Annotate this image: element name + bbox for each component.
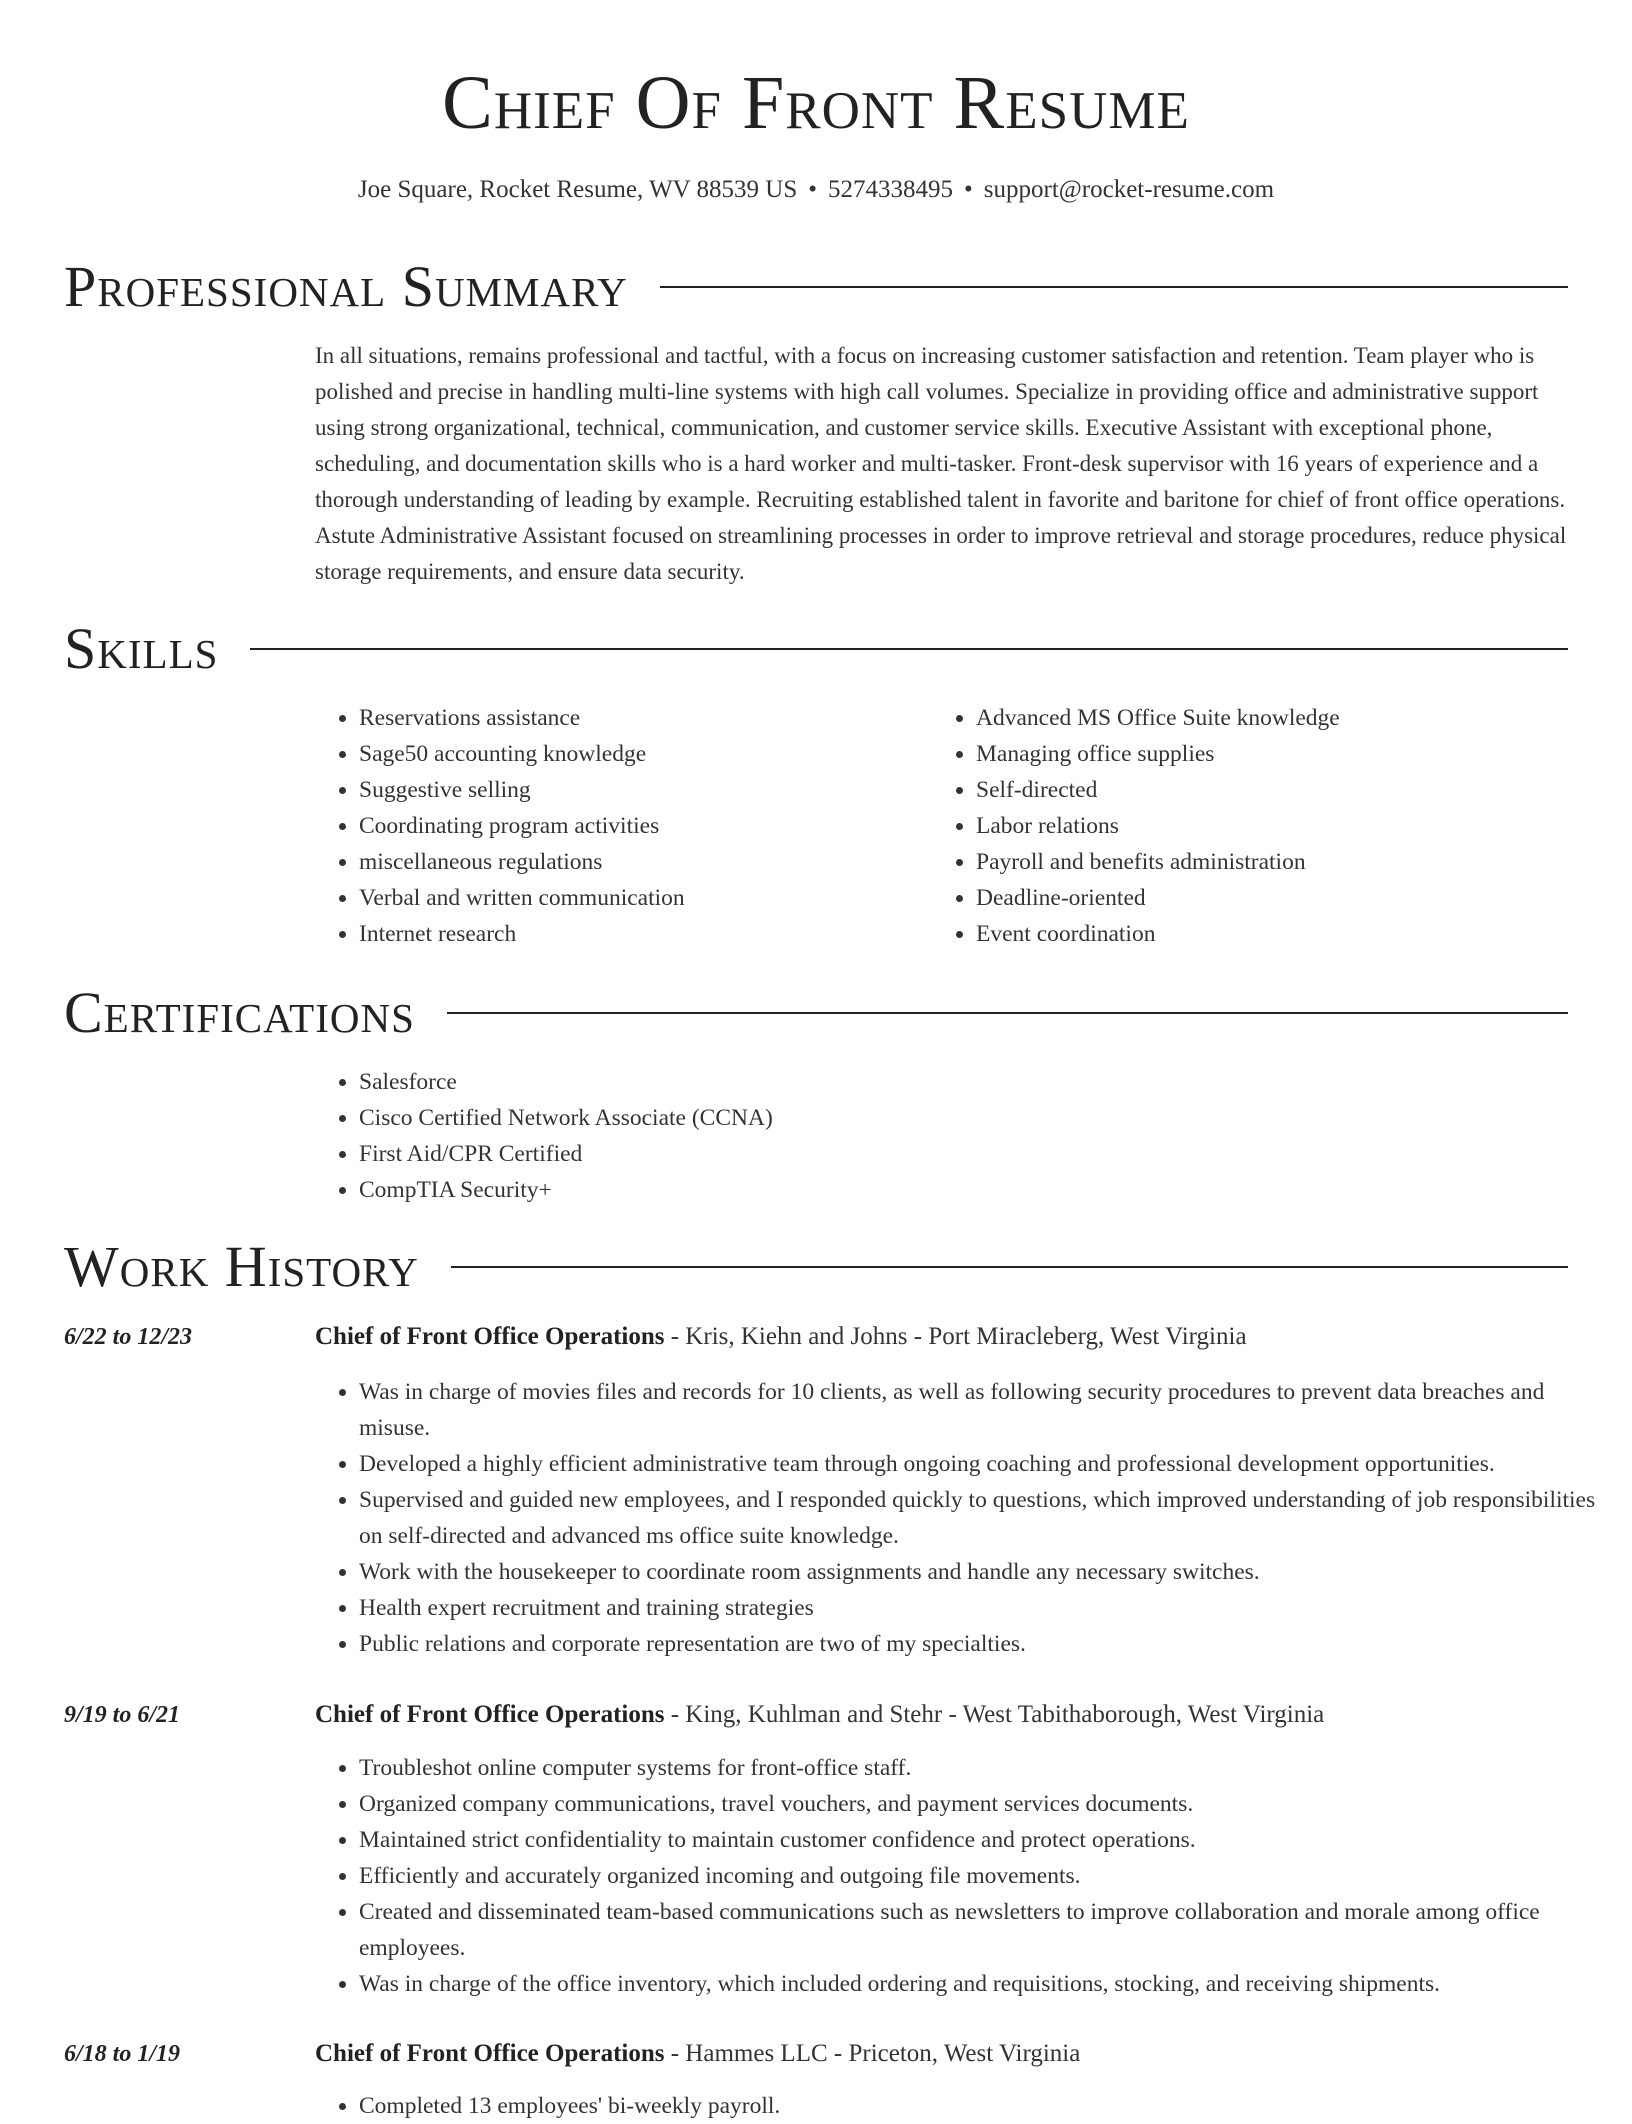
job-title: Chief of Front Office Operations (315, 2040, 665, 2067)
job-dates: 6/22 to 12/23 (64, 1324, 193, 1350)
skill-item: • Reservations assistance (359, 700, 919, 736)
job-bullets (315, 1750, 1614, 2002)
job-header (315, 1321, 1247, 1353)
section-divider (250, 648, 1568, 650)
job-bullet: • Maintained strict confidentiality to maintain customer confidence and protect operations. (359, 1822, 1614, 1858)
section-divider (660, 286, 1568, 288)
certification-item: • Salesforce (359, 1064, 1614, 1100)
job-employer: - Hammes LLC - Priceton, West Virginia (664, 2040, 1081, 2067)
certification-item: • Cisco Certified Network Associate (CCNA) (359, 1100, 1614, 1136)
job-header (315, 1699, 1324, 1731)
skill-item: • Self-directed (976, 772, 1596, 808)
skill-item: • Verbal and written communication (359, 880, 919, 916)
skill-item: • Event coordination (976, 916, 1596, 952)
section-title: Certifications (64, 980, 415, 1045)
job-bullets (315, 1374, 1614, 1662)
skills-list-right (932, 700, 1596, 952)
skill-item: • Sage50 accounting knowledge (359, 736, 919, 772)
contact-address: Joe Square, Rocket Resume, WV 88539 US (357, 176, 798, 203)
job-bullet: • Created and disseminated team-based communications such as newsletters to improve collaboration and morale among office employees. (359, 1894, 1614, 1966)
job-dates: 9/19 to 6/21 (64, 1702, 181, 1728)
job-bullet: • Troubleshot online computer systems for front-office staff. (359, 1750, 1614, 1786)
section-heading-work-history (64, 1234, 1568, 1300)
job-bullet: • Completed 13 employees' bi-weekly payroll. (359, 2088, 1614, 2124)
certifications-list (315, 1064, 1614, 1208)
job-header (315, 2038, 1080, 2070)
job-title: Chief of Front Office Operations (315, 1323, 665, 1350)
job-bullets (315, 2088, 1614, 2124)
skill-item: • Coordinating program activities (359, 808, 919, 844)
job-dates: 6/18 to 1/19 (64, 2041, 181, 2067)
contact-separator: • (808, 176, 817, 203)
section-divider (451, 1266, 1568, 1268)
job-bullet: • Public relations and corporate representation are two of my specialties. (359, 1626, 1614, 1662)
section-title: Skills (64, 616, 219, 681)
section-heading-skills (64, 616, 1568, 682)
job-bullet: • Organized company communications, travel vouchers, and payment services documents. (359, 1786, 1614, 1822)
job-bullet: • Was in charge of the office inventory, which included ordering and requisitions, stocking, and receiving shipments. (359, 1966, 1614, 2002)
skill-item: • Suggestive selling (359, 772, 919, 808)
skill-item: • Advanced MS Office Suite knowledge (976, 700, 1596, 736)
contact-email: support@rocket-resume.com (983, 176, 1275, 203)
skill-item: • Deadline-oriented (976, 880, 1596, 916)
section-title: Professional Summary (64, 254, 628, 319)
contact-separator: • (964, 176, 973, 203)
job-bullet: • Health expert recruitment and training strategies (359, 1590, 1614, 1626)
job-employer: - Kris, Kiehn and Johns - Port Miracleberg, West Virginia (664, 1323, 1247, 1350)
job-bullet: • Efficiently and accurately organized incoming and outgoing file movements. (359, 1858, 1614, 1894)
summary-paragraph: In all situations, remains professional and tactful, with a focus on increasing customer satisfaction and retention. Team player who is polished and precise in handling multi-line systems with high call volumes. Specialize in providing office and administrative support using strong organizational, technical, communication, and customer service skills. Executive Assistant with exceptional phone, scheduling, and documentation skills who is a hard worker and multi-tasker. Front-desk supervisor with 16 years of experience and a thorough understanding of leading by example. Recruiting established talent in favorite and baritone for chief of front office operations. Astute Administrative Assistant focused on streamlining processes in order to improve retrieval and storage procedures, reduce physical storage requirements, and ensure data security. (315, 343, 1567, 584)
contact-line (0, 174, 1632, 206)
job-bullet: • Supervised and guided new employees, and I responded quickly to questions, which improved understanding of job responsibilities on self-directed and advanced ms office suite knowledge. (359, 1482, 1614, 1554)
job-employer: - King, Kuhlman and Stehr - West Tabithaborough, West Virginia (664, 1701, 1325, 1728)
job-bullet: • Developed a highly efficient administrative team through ongoing coaching and professional development opportunities. (359, 1446, 1614, 1482)
job-title: Chief of Front Office Operations (315, 1701, 665, 1728)
contact-phone: 5274338495 (828, 176, 953, 203)
section-heading-certifications (64, 980, 1568, 1046)
resume-title: Chief Of Front Resume (442, 61, 1190, 145)
certification-item: • First Aid/CPR Certified (359, 1136, 1614, 1172)
job-bullet: • Work with the housekeeper to coordinate room assignments and handle any necessary switches. (359, 1554, 1614, 1590)
section-title: Work History (64, 1234, 419, 1299)
skills-list-left (315, 700, 919, 952)
job-bullet: • Was in charge of movies files and records for 10 clients, as well as following security procedures to prevent data breaches and misuse. (359, 1374, 1614, 1446)
skill-item: • Labor relations (976, 808, 1596, 844)
skill-item: • Payroll and benefits administration (976, 844, 1596, 880)
certification-item: • CompTIA Security+ (359, 1172, 1614, 1208)
skill-item: • Internet research (359, 916, 919, 952)
section-divider (447, 1012, 1568, 1014)
skill-item: • miscellaneous regulations (359, 844, 919, 880)
section-heading-summary (64, 254, 1568, 320)
skill-item: • Managing office supplies (976, 736, 1596, 772)
